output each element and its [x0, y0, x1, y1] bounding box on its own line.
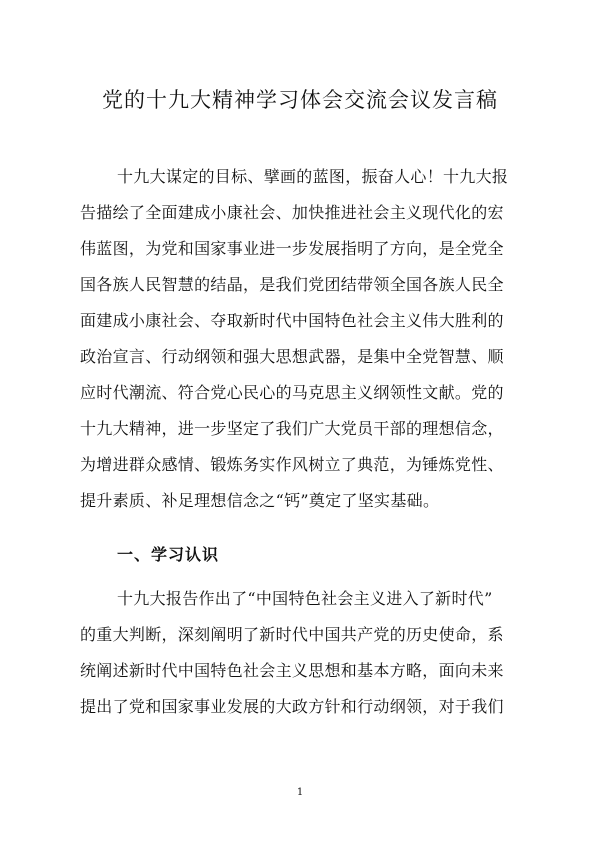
paragraph-line: 告描绘了全面建成小康社会、加快推进社会主义现代化的宏: [80, 203, 504, 222]
paragraph-line: 为增进群众感情、锻炼务实作风树立了典范，为锤炼党性、: [80, 455, 504, 474]
paragraph-line: 国各族人民智慧的结晶，是我们党团结带领全国各族人民全: [80, 275, 504, 294]
paragraph-line: 面建成小康社会、夺取新时代中国特色社会主义伟大胜利的: [80, 311, 504, 330]
paragraph-line: 提升素质、补足理想信念之“钙”奠定了坚实基础。: [80, 491, 440, 510]
paragraph-line: 十九大报告作出了“中国特色社会主义进入了新时代”: [117, 589, 493, 608]
paragraph-line: 伟蓝图，为党和国家事业进一步发展指明了方向，是全党全: [80, 239, 504, 258]
paragraph-line: 统阐述新时代中国特色社会主义思想和基本方略，面向未来: [80, 661, 504, 680]
page-number: 1: [296, 787, 304, 798]
paragraph-line: 政治宣言、行动纲领和强大思想武器，是集中全党智慧、顺: [80, 347, 504, 366]
document-title: 党的十九大精神学习体会交流会议发言稿: [102, 88, 498, 112]
paragraph-line: 应时代潮流、符合党心民心的马克思主义纲领性文献。党的: [80, 383, 504, 402]
paragraph-line: 提出了党和国家事业发展的大政方针和行动纲领，对于我们: [80, 697, 504, 716]
section-heading: 一、学习认识: [117, 545, 220, 564]
paragraph-line: 十九大谋定的目标、擘画的蓝图，振奋人心！十九大报: [117, 167, 509, 186]
paragraph-line: 十九大精神，进一步坚定了我们广大党员干部的理想信念，: [80, 419, 504, 438]
paragraph-line: 的重大判断，深刻阐明了新时代中国共产党的历史使命，系: [80, 625, 504, 644]
